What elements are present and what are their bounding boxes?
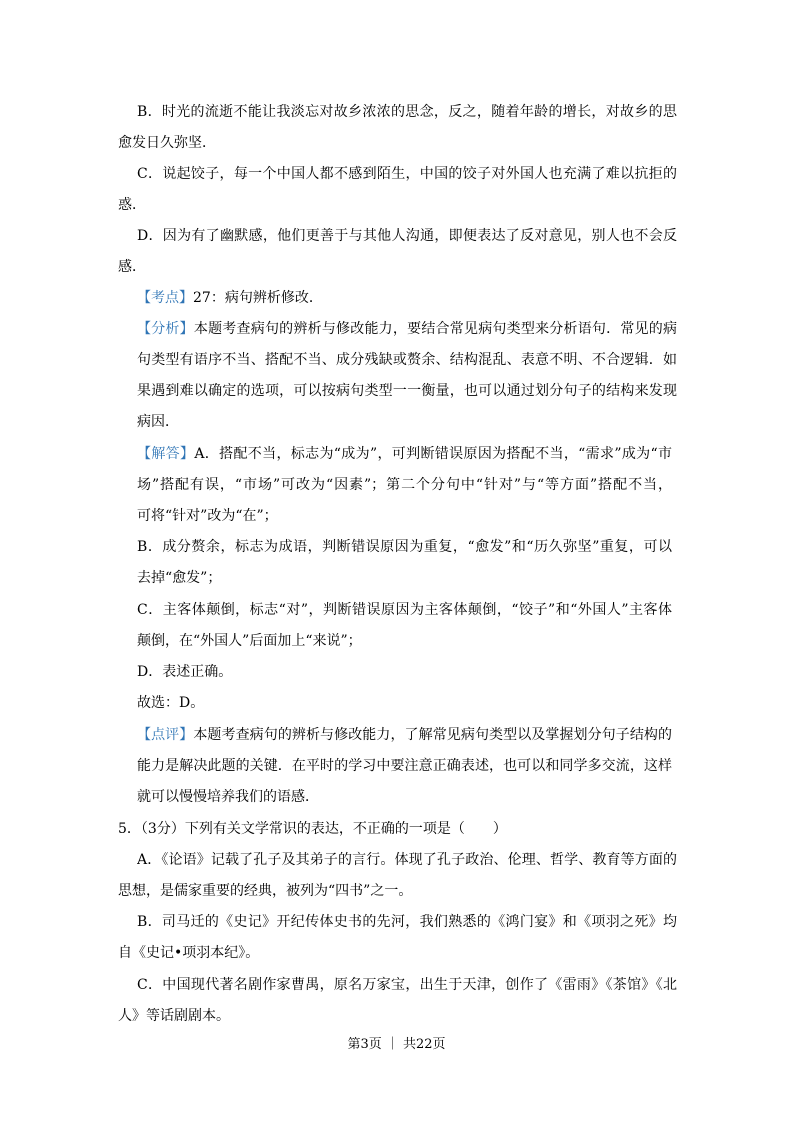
jieda-line-4: B．成分赘余，标志为成语，判断错误原因为重复，“愈发”和“历久弥坚”重复，可以 xyxy=(137,539,672,555)
jieda-line-6: C．主客体颠倒，标志“对”，判断错误原因为主客体颠倒，“饺子”和“外国人”主客体 xyxy=(137,602,672,618)
option-d-line-2: 感． xyxy=(118,259,146,275)
q5-option-b-line-2: 自《史记•项羽本纪》。 xyxy=(118,945,260,961)
jieda-line-1 xyxy=(137,444,672,464)
fenxi-line-2: 句类型有语序不当、搭配不当、成分残缺或赘余、结构混乱、表意不明、不合逻辑．如 xyxy=(137,352,677,368)
option-c-line-2: 惑． xyxy=(118,197,146,213)
option-c-line-1: C．说起饺子，每一个中国人都不感到陌生，中国的饺子对外国人也充满了难以抗拒的 xyxy=(137,166,677,182)
fenxi-tag: 【分析】 xyxy=(137,321,194,337)
q5-option-c-line-1: C．中国现代著名剧作家曹禺，原名万家宝，出生于天津，创作了《雷雨》《茶馆》《北 xyxy=(137,977,677,993)
jieda-line-9: 故选：D。 xyxy=(137,695,205,711)
jieda-line-3: 可将“针对”改为“在”； xyxy=(137,508,278,524)
dianping-line-2: 能力是解决此题的关键．在平时的学习中要注意正确表述，也可以和同学多交流，这样 xyxy=(137,758,672,774)
q5-option-a-line-2: 思想，是儒家重要的经典，被列为“四书”之一。 xyxy=(118,883,413,899)
jieda-line-2: 场”搭配有误，“市场”可改为“因素”；第二个分句中“针对”与“等方面”搭配不当， xyxy=(137,477,672,493)
jieda-line-7: 颠倒，在“外国人”后面加上“来说”； xyxy=(137,633,362,649)
page-footer: 第3页 ｜ 共22页 xyxy=(347,1037,446,1052)
option-d-line-1: D．因为有了幽默感，他们更善于与其他人沟通，即便表达了反对意见，别人也不会反 xyxy=(137,228,677,244)
kaodian-tag: 【考点】 xyxy=(137,290,193,306)
fenxi-text-1: 本题考查病句的辨析与修改能力，要结合常见病句类型来分析语句．常见的病 xyxy=(193,321,677,337)
dianping-line-3: 就可以慢慢培养我们的语感． xyxy=(137,789,319,805)
q5-option-a-line-1: A．《论语》记载了孔子及其弟子的言行。体现了孔子政治、伦理、哲学、教育等方面的 xyxy=(137,852,677,868)
kaodian-line xyxy=(137,288,323,308)
q5-option-c-line-2: 人》等话剧剧本。 xyxy=(118,1008,230,1024)
jieda-tag: 【解答】 xyxy=(137,446,195,462)
question-5-stem: 5．（3分）下列有关文学常识的表达，不正确的一项是（ ） xyxy=(118,821,507,837)
jieda-text-1: A．搭配不当，标志为“成为”，可判断错误原因为搭配不当，“需求”成为“市 xyxy=(194,446,672,462)
fenxi-line-1 xyxy=(137,319,677,339)
dianping-line-1 xyxy=(137,725,672,745)
option-b-line-1: B．时光的流逝不能让我淡忘对故乡浓浓的思念，反之，随着年龄的增长，对故乡的思 xyxy=(137,104,677,120)
dianping-text-1: 本题考查病句的辨析与修改能力，了解常见病句类型以及掌握划分句子结构的 xyxy=(193,727,672,743)
kaodian-text: 27：病句辨析修改． xyxy=(193,290,323,306)
jieda-line-5: 去掉“愈发”； xyxy=(137,570,222,586)
fenxi-line-4: 病因． xyxy=(137,414,179,430)
dianping-tag: 【点评】 xyxy=(137,727,194,743)
jieda-line-8: D．表述正确。 xyxy=(137,664,233,680)
option-b-line-2: 愈发日久弥坚． xyxy=(118,135,216,151)
q5-option-b-line-1: B．司马迁的《史记》开纪传体史书的先河，我们熟悉的《鸿门宴》和《项羽之死》均 xyxy=(137,914,677,930)
fenxi-line-3: 果遇到难以确定的选项，可以按病句类型一一衡量，也可以通过划分句子的结构来发现 xyxy=(137,383,677,399)
